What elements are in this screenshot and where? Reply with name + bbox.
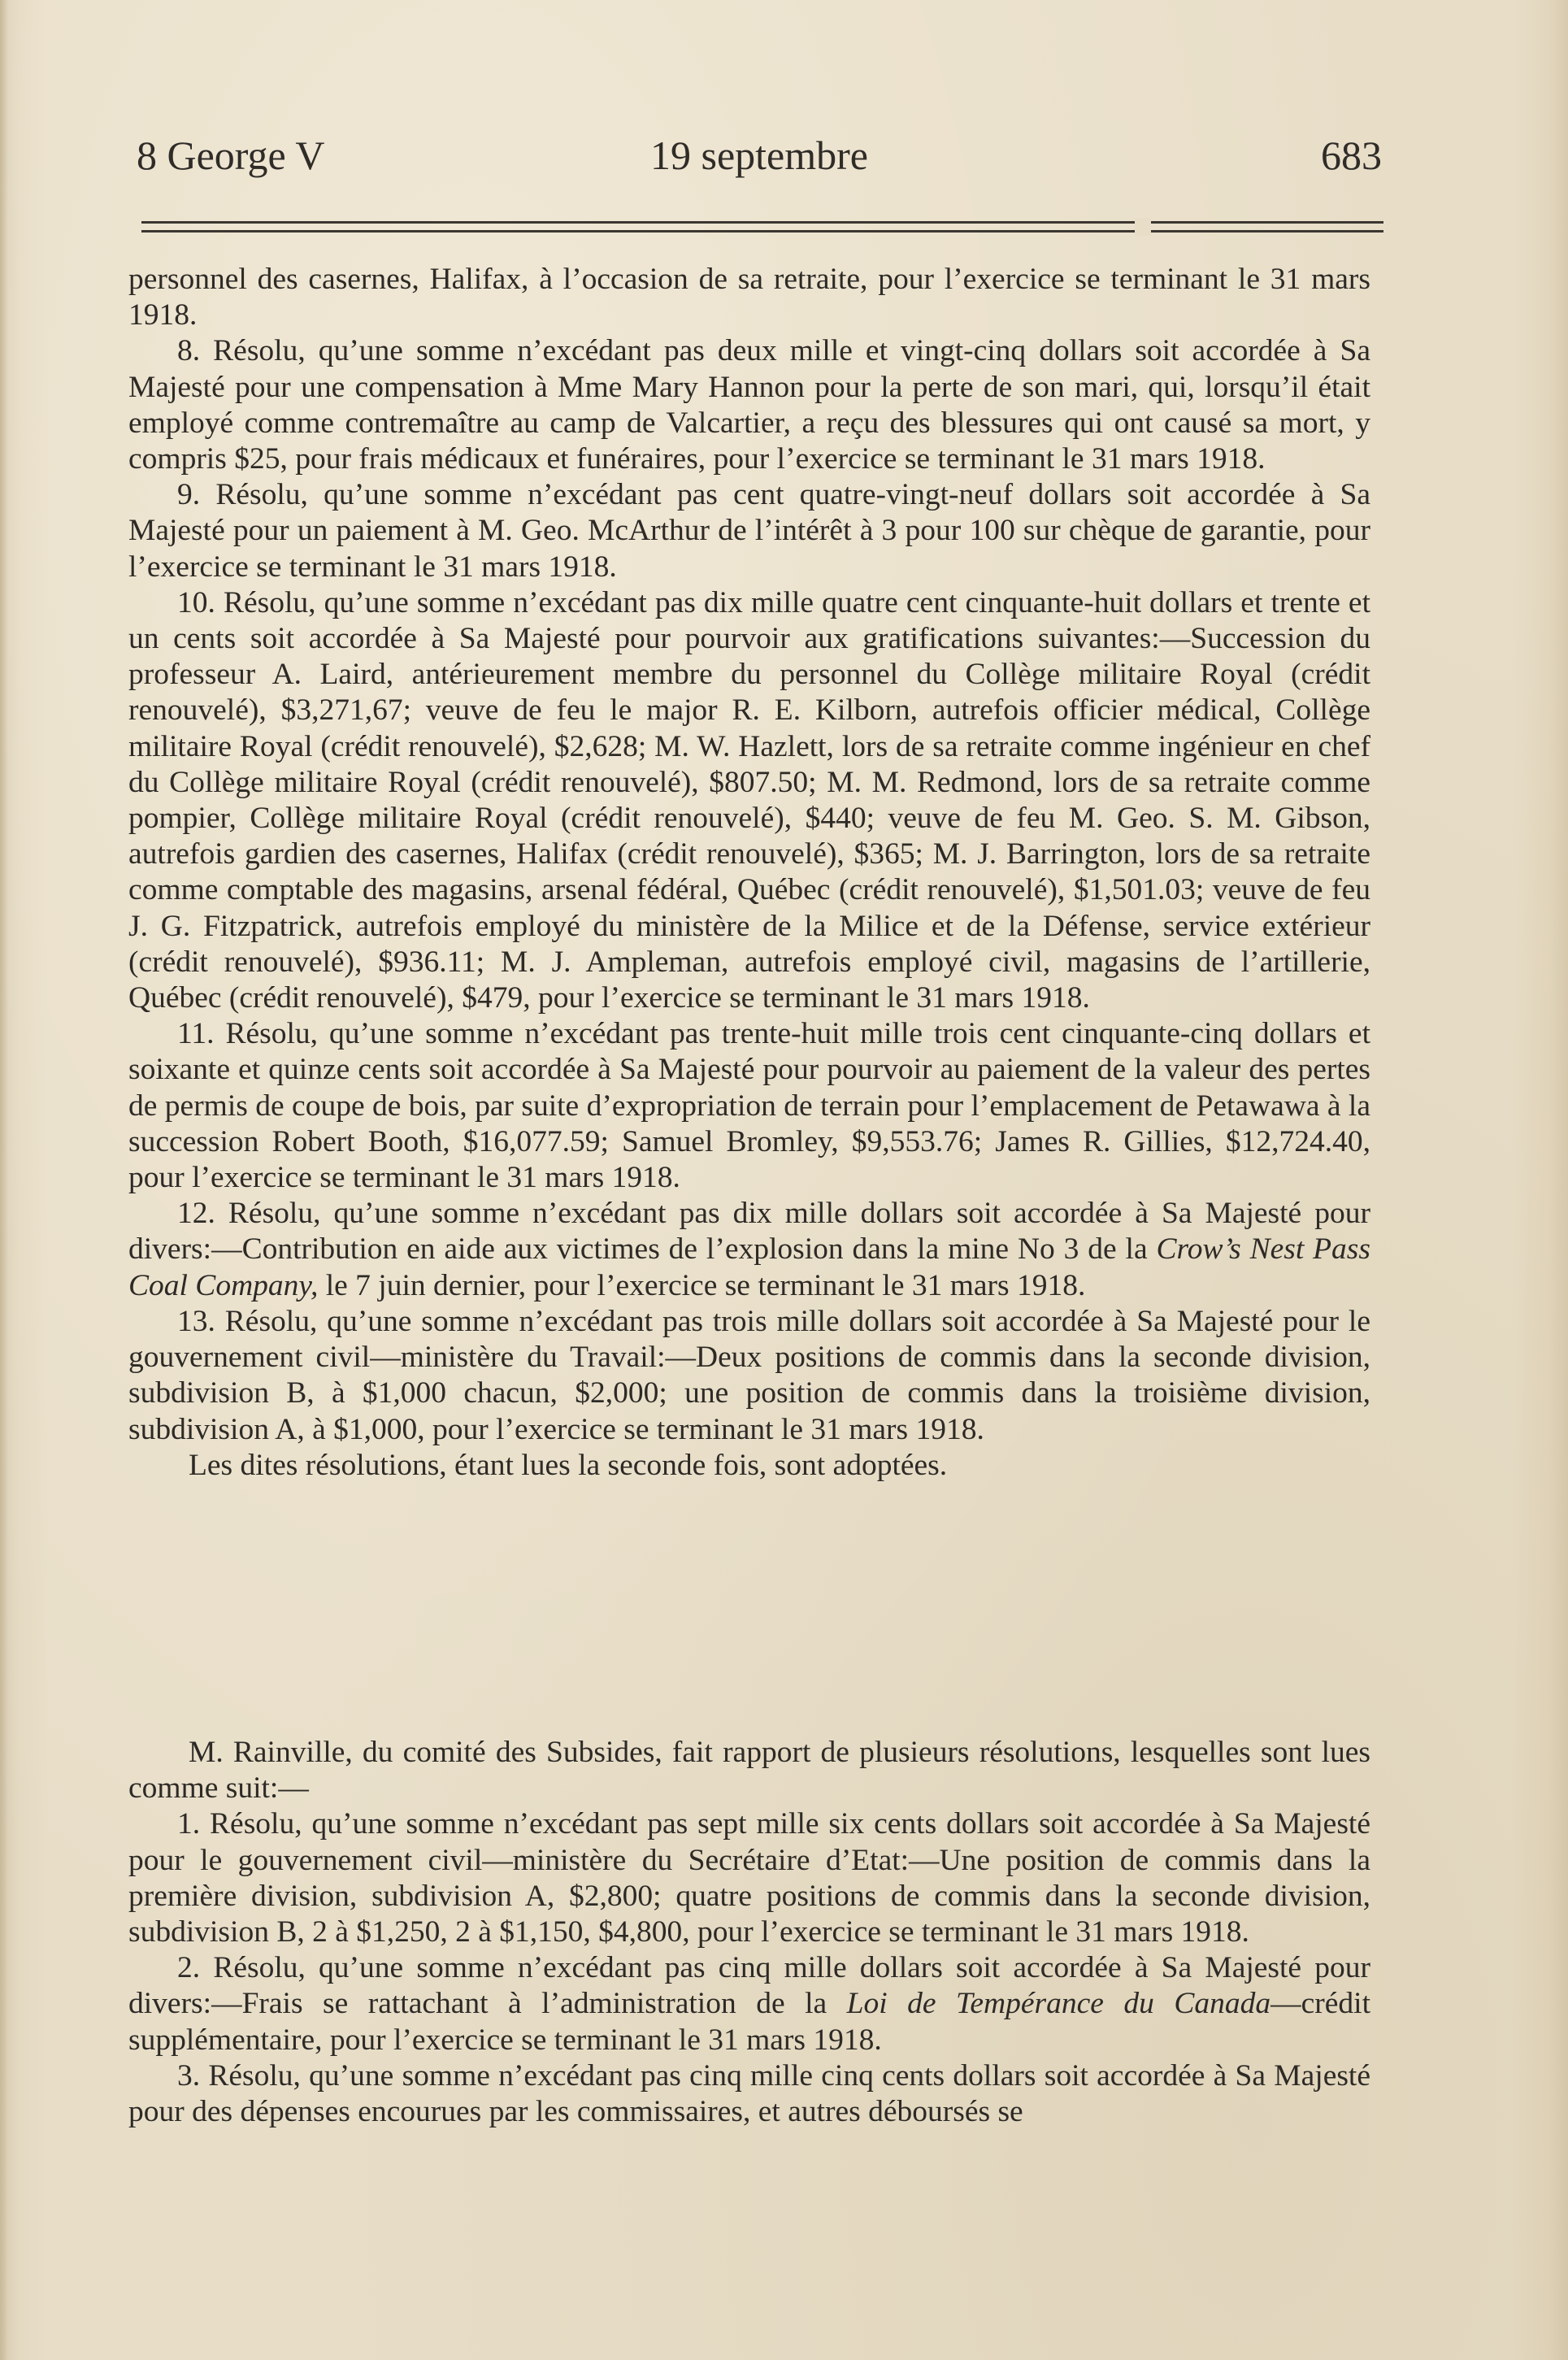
sitting-date: 19 septembre bbox=[650, 133, 868, 178]
resolution-10: 10. Résolu, qu’une somme n’excédant pas dix mille quatre cent cinquante-huit dollars et trente et un cents soit accordée à Sa Majesté pour pourvoir aux gratifications suivantes:—Succession du professeur A. Laird, antérieurement membre du personnel du Collège militaire Royal (crédit renouvelé), $3,271,67; veuve de feu le major R. E. Kilborn, autrefois officier médical, Collège militaire Royal (crédit renouvelé), $2,628; M. W. Hazlett, lors de sa retraite comme ingénieur en chef du Collège militaire Royal (crédit renouvelé), $807.50; M. M. Redmond, lors de sa retraite comme pompier, Collège militaire Royal (crédit renouvelé), $440; veuve de feu M. Geo. S. M. Gibson, autrefois gardien des casernes, Halifax (crédit renouvelé), $365; M. J. Barrington, lors de sa retraite comme comptable des magasins, arsenal fédéral, Québec (crédit renouvelé), $1,501.03; veuve de feu J. G. Fitzpatrick, autrefois employé du ministère de la Milice et de la Défense, service extérieur (crédit renouvelé), $936.11; M. J. Ampleman, autrefois employé civil, magasins de l’artillerie, Québec (crédit renouvelé), $479, pour l’exercice se terminant le 31 mars 1918. bbox=[128, 585, 1370, 1015]
resolution-8: 8. Résolu, qu’une somme n’excédant pas deux mille et vingt-cinq dollars soit accordée à Sa Majesté pour une compensation à Mme Mary Hannon pour la perte de son mari, qui, lorsqu’il était employé comme contremaître au camp de Valcartier, a reçu des blessures qui ont causé sa mort, y compris $25, pour frais médicaux et funéraires, pour l’exercice se terminant le 31 mars 1918. bbox=[128, 334, 1370, 476]
resolution-2-text-b: —crédit supplémentaire, pour l’exercice se terminant le 31 mars 1918. bbox=[128, 1987, 1370, 2057]
committee-report-intro: M. Rainville, du comité des Subsides, fait rapport de plusieurs résolutions, lesquelles sont lues comme suit:— bbox=[128, 1736, 1370, 1806]
resolutions-section-1 bbox=[128, 262, 1370, 1484]
resolution-12 bbox=[128, 1196, 1370, 1304]
continued-paragraph: personnel des casernes, Halifax, à l’occasion de sa retraite, pour l’exercice se terminant le 31 mars 1918. bbox=[128, 263, 1370, 332]
page-edge-shadow bbox=[0, 0, 8, 2360]
page-number: 683 bbox=[1321, 133, 1382, 178]
resolution-12-text-b: le 7 juin dernier, pour l’exercice se terminant le 31 mars 1918. bbox=[318, 1268, 1086, 1302]
resolution-2 bbox=[128, 1950, 1370, 2058]
rule-break bbox=[1135, 218, 1151, 236]
adoption-statement: Les dites résolutions, étant lues la seconde fois, sont adoptées. bbox=[189, 1448, 948, 1482]
regnal-year: 8 George V bbox=[137, 133, 325, 178]
resolution-9: 9. Résolu, qu’une somme n’excédant pas cent quatre-vingt-neuf dollars soit accordée à Sa Majesté pour un paiement à M. Geo. McArthur de l’intérêt à 3 pour 100 sur chèque de garantie, pour l’exercice se terminant le 31 mars 1918. bbox=[128, 478, 1370, 584]
company-name: Crow’s Nest Pass Coal Company, bbox=[128, 1232, 1370, 1302]
resolution-12-text-a: 12. Résolu, qu’une somme n’excédant pas dix mille dollars soit accordée à Sa Majesté pour divers:—Contribution en aide aux victimes de l’explosion dans la mine No 3 de la bbox=[128, 1197, 1370, 1267]
act-title: Loi de Tempérance du Canada bbox=[846, 1987, 1271, 2021]
resolution-2-text-a: 2. Résolu, qu’une somme n’excédant pas cinq mille dollars soit accordée à Sa Majesté pour divers:—Frais se rattachant à l’administration de la bbox=[128, 1951, 1370, 2021]
header-double-rule bbox=[141, 221, 1383, 233]
resolutions-section-2 bbox=[128, 1735, 1370, 2130]
running-head bbox=[137, 132, 1382, 189]
resolution-11: 11. Résolu, qu’une somme n’excédant pas trente-huit mille trois cent cinquante-cinq dollars et soixante et quinze cents soit accordée à Sa Majesté pour pourvoir au paiement de la valeur des pertes de permis de coupe de bois, par suite d’expropriation de terrain pour l’emplacement de Petawawa à la succession Robert Booth, $16,077.59; Samuel Bromley, $9,553.76; James R. Gillies, $12,724.40, pour l’exercice se terminant le 31 mars 1918. bbox=[128, 1017, 1370, 1195]
resolution-1: 1. Résolu, qu’une somme n’excédant pas sept mille six cents dollars soit accordée à Sa Majesté pour le gouvernement civil—ministère du Secrétaire d’Etat:—Une position de commis dans la première division, subdivision A, $2,800; quatre positions de commis dans la seconde division, subdivision B, 2 à $1,250, 2 à $1,150, $4,800, pour l’exercice se terminant le 31 mars 1918. bbox=[128, 1807, 1370, 1949]
resolution-13: 13. Résolu, qu’une somme n’excédant pas trois mille dollars soit accordée à Sa Majesté pour le gouvernement civil—ministère du Travail:—Deux positions de commis dans la seconde division, subdivision B, à $1,000 chacun, $2,000; une position de commis dans la troisième division, subdivision A, à $1,000, pour l’exercice se terminant le 31 mars 1918. bbox=[128, 1304, 1370, 1446]
resolution-3: 3. Résolu, qu’une somme n’excédant pas cinq mille cinq cents dollars soit accordée à Sa Majesté pour des dépenses encourues par les commissaires, et autres déboursés se bbox=[128, 2058, 1370, 2129]
